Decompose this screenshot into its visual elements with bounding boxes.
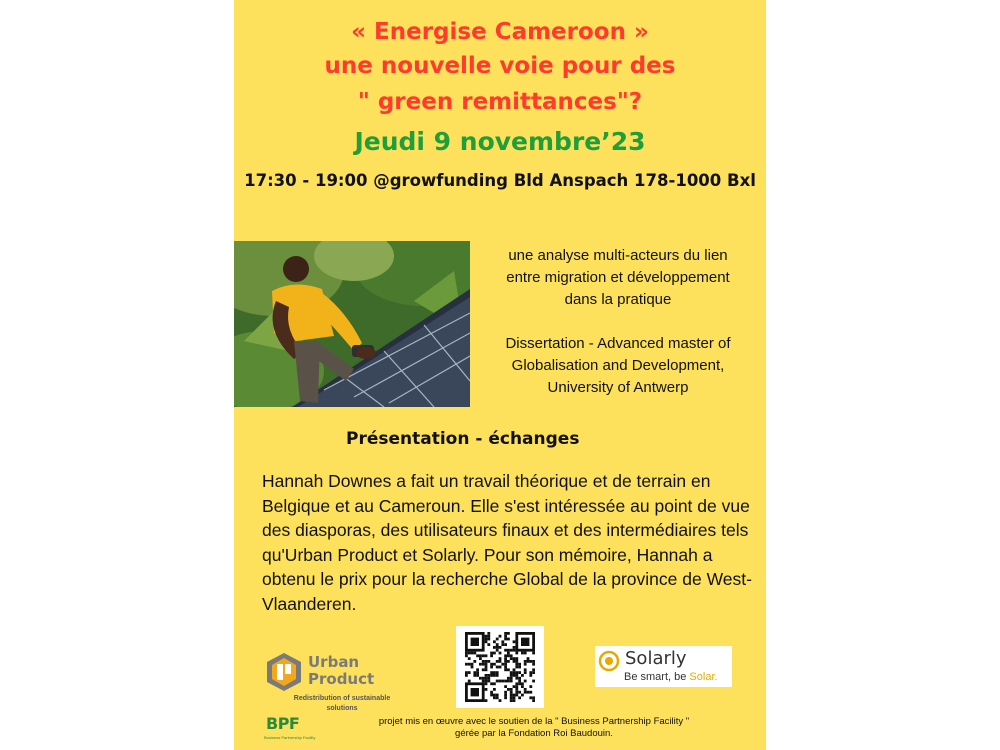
- presentation-body: Hannah Downes a fait un travail théorique et de terrain en Belgique et au Cameroun. Elle s'est intéressée au point de vue des diasporas, des utilisateurs finaux et des intermédiaires tels qu'Urban Product et Solarly. Pour son mémoire, Hannah a obtenu le prix pour la recherche Global de la province de West-Vlaanderen.: [262, 471, 752, 614]
- analysis-line-4: Dissertation - Advanced master of: [505, 335, 731, 352]
- event-time-location: 17:30 - 19:00 @growfunding Bld Anspach 178-1000 Bxl: [244, 171, 756, 190]
- solarly-tagline: [624, 671, 718, 683]
- analysis-line-1: une analyse multi-acteurs du lien: [508, 247, 728, 264]
- event-poster: [234, 0, 766, 750]
- qr-code[interactable]: [456, 626, 544, 708]
- bpf-logo: [264, 714, 314, 750]
- photo-illustration: [234, 241, 470, 407]
- title-line-1: « Energise Cameroon »: [351, 19, 649, 45]
- solarly-name: Solarly: [625, 648, 687, 669]
- solarly-tagline-highlight: Solar.: [689, 671, 718, 683]
- solarly-sun-icon: [598, 650, 620, 672]
- analysis-line-5: Globalisation and Development,: [511, 357, 725, 374]
- title-line-2: une nouvelle voie pour des: [324, 53, 676, 79]
- thesis-description: [470, 245, 766, 399]
- urban-product-word-1: Urban: [308, 653, 360, 671]
- solarly-tagline-start: Be smart, be: [624, 671, 690, 683]
- analysis-line-2: entre migration et développement: [506, 269, 730, 286]
- event-date: Jeudi 9 novembre’23: [354, 127, 646, 156]
- presentation-heading: Présentation - échanges: [346, 429, 580, 449]
- bpf-subtitle: Business Partnership Facility: [264, 735, 316, 740]
- footer-line-1: projet mis en œuvre avec le soutien de la " Business Partnership Facility ": [378, 716, 690, 727]
- analysis-line-6: University of Antwerp: [547, 379, 689, 396]
- qr-code-icon: [456, 626, 544, 708]
- title-line-3: " green remittances"?: [357, 89, 643, 115]
- analysis-line-3: dans la pratique: [564, 291, 672, 308]
- urban-product-logo: [264, 650, 424, 718]
- urban-product-icon: [264, 652, 304, 692]
- urban-product-word-2: Product: [308, 670, 375, 688]
- footer-line-2: gérée par la Fondation Roi Baudouin.: [455, 728, 613, 739]
- solar-installer-photo: [234, 241, 470, 407]
- urban-product-tagline: Redistribution of sustainable solutions: [293, 695, 391, 712]
- bpf-letters: BPF: [266, 714, 300, 733]
- solarly-logo: [595, 646, 732, 687]
- funding-note: [314, 716, 754, 740]
